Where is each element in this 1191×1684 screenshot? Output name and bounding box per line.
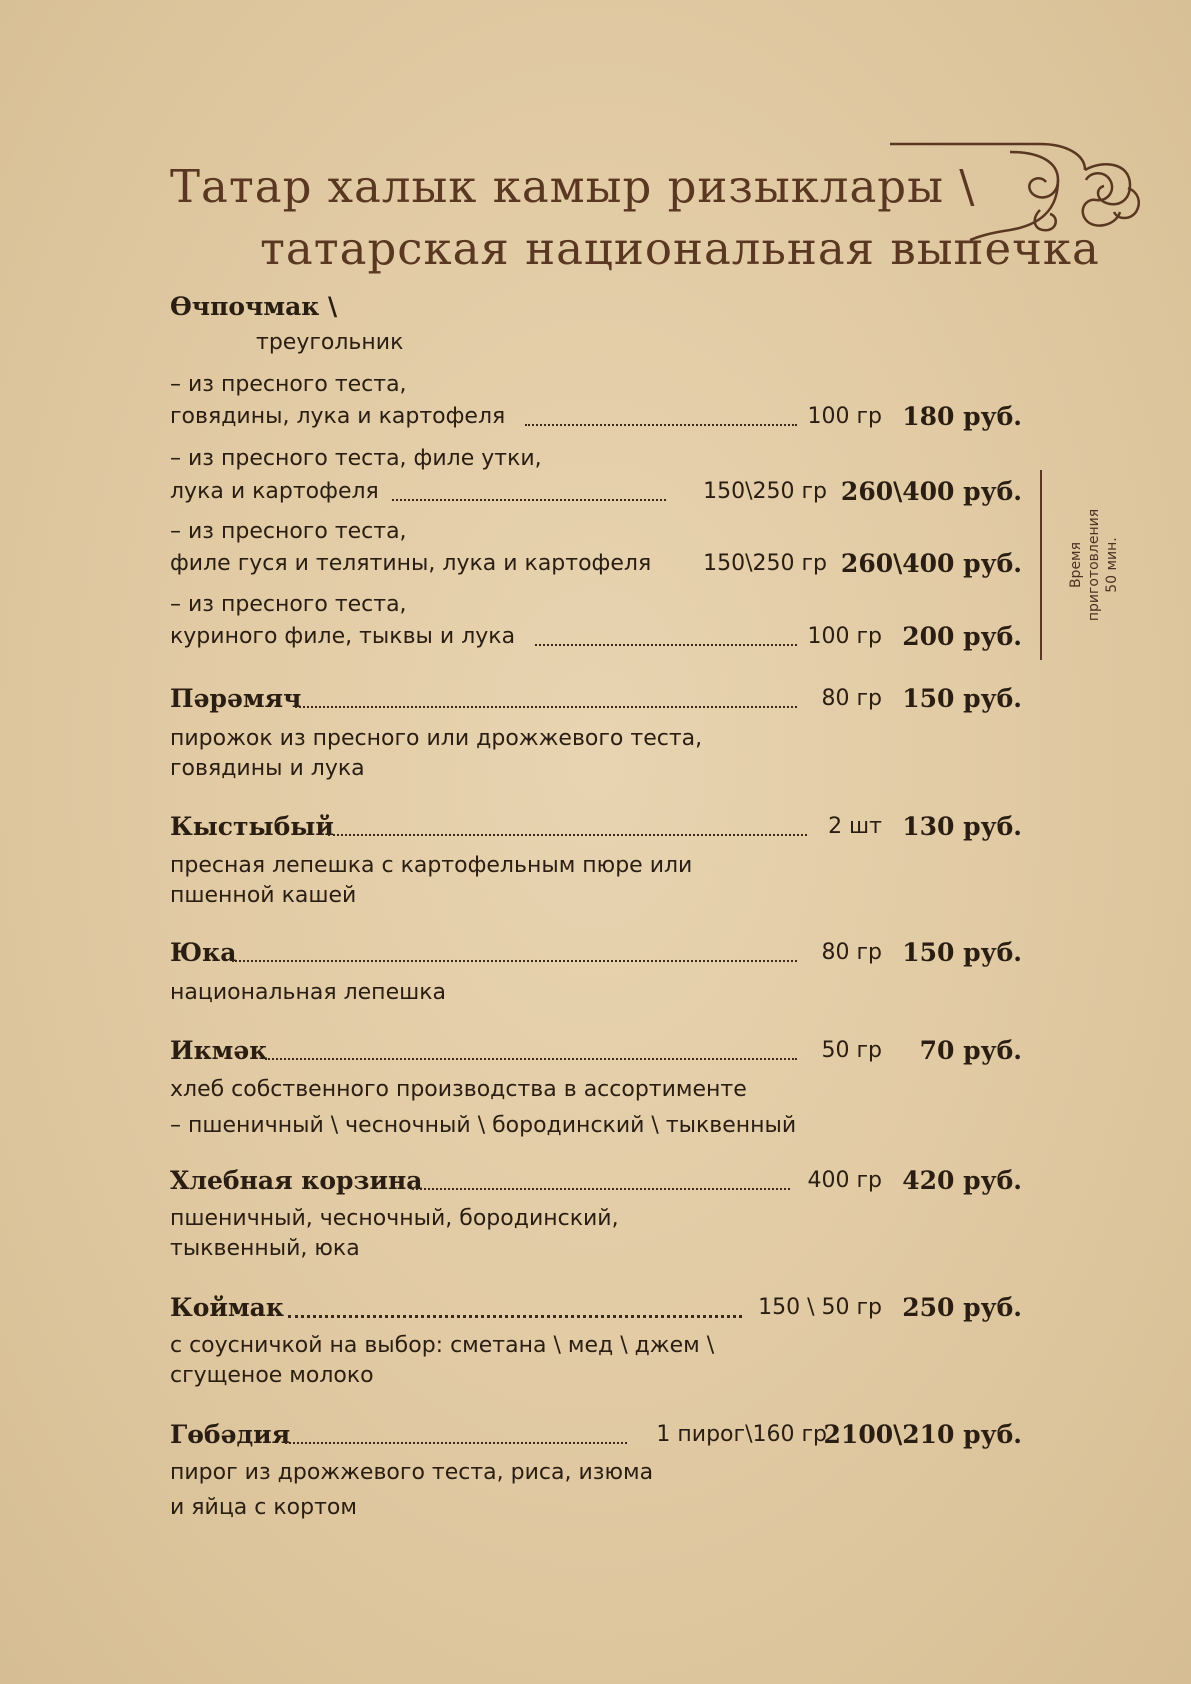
item-description: с соусничкой на выбор: сметана \ мед \ джем \: [170, 1333, 715, 1358]
item-description: и яйца с кортом: [170, 1495, 357, 1520]
price-line: [170, 1420, 1022, 1454]
item-description: сгущеное молоко: [170, 1363, 374, 1388]
variant-desc: филе гуся и телятины, лука и картофеля: [170, 551, 652, 576]
item-name: Өчпочмак \: [170, 292, 338, 321]
price-line: [170, 812, 1022, 846]
item-description: национальная лепешка: [170, 980, 446, 1005]
item-weight: 150\250 гр: [703, 551, 827, 576]
item-description: пирожок из пресного или дрожжевого теста,: [170, 726, 703, 751]
variant-desc: лука и картофеля: [170, 479, 379, 504]
item-description: хлеб собственного производства в ассортименте: [170, 1077, 747, 1102]
page-title-russian: татарская национальная выпечка: [260, 222, 1100, 275]
item-weight: 80 гр: [821, 686, 882, 711]
variant-desc-line: – из пресного теста, филе утки,: [170, 446, 542, 471]
item-weight: 2 шт: [828, 814, 882, 839]
item-price: 250 руб.: [902, 1293, 1022, 1322]
item-subtitle: треугольник: [256, 330, 404, 355]
item-description: пшеничный, чесночный, бородинский,: [170, 1206, 619, 1231]
dot-leader: [285, 1442, 627, 1444]
page-title-tatar: Татар халык камыр ризыклары \: [170, 160, 976, 213]
price-line: [170, 1293, 1022, 1327]
dot-leader: [265, 1058, 797, 1060]
item-weight: 100 гр: [807, 624, 882, 649]
dot-leader: [232, 960, 797, 962]
dot-leader: [328, 834, 807, 836]
price-line: [170, 1166, 1022, 1200]
variant-desc: говядины, лука и картофеля: [170, 404, 506, 429]
item-name: Пәрәмяч: [170, 684, 302, 713]
dot-leader: [295, 706, 797, 708]
item-price: 2100\210 руб.: [823, 1420, 1022, 1449]
item-description: – пшеничный \ чесночный \ бородинский \ тыквенный: [170, 1113, 797, 1138]
cooking-time-note: [1040, 470, 1122, 660]
price-line: [170, 1036, 1022, 1070]
item-price: 150 руб.: [902, 938, 1022, 967]
price-line: [170, 938, 1022, 972]
variant-desc-line: – из пресного теста,: [170, 519, 407, 544]
price-line: [170, 622, 1022, 656]
item-price: 420 руб.: [902, 1166, 1022, 1195]
item-name: Юка: [170, 938, 237, 967]
dot-leader: [525, 424, 797, 426]
item-name: Кыстыбый: [170, 812, 334, 841]
item-description: пшенной кашей: [170, 883, 357, 908]
menu-item-name-line: [170, 292, 1022, 326]
item-weight: 80 гр: [821, 940, 882, 965]
dot-leader: [412, 1188, 790, 1190]
price-line: [170, 549, 1022, 583]
item-weight: 150\250 гр: [703, 479, 827, 504]
item-price: 180 руб.: [902, 402, 1022, 431]
item-description: пирог из дрожжевого теста, риса, изюма: [170, 1460, 654, 1485]
item-name: Хлебная корзина: [170, 1166, 423, 1195]
item-price: 150 руб.: [902, 684, 1022, 713]
dot-leader: [392, 499, 666, 501]
price-line: [170, 477, 1022, 511]
item-price: 70 руб.: [919, 1036, 1022, 1065]
variant-desc: куриного филе, тыквы и лука: [170, 624, 516, 649]
item-weight: 50 гр: [821, 1038, 882, 1063]
item-name: Коймак: [170, 1293, 284, 1322]
item-price: 260\400 руб.: [840, 477, 1022, 506]
price-line: [170, 684, 1022, 718]
item-description: говядины и лука: [170, 756, 365, 781]
item-name: Икмәк: [170, 1036, 268, 1065]
item-description: тыквенный, юка: [170, 1236, 360, 1261]
price-line: [170, 402, 1022, 436]
item-price: 200 руб.: [902, 622, 1022, 651]
variant-desc-line: – из пресного теста,: [170, 592, 407, 617]
item-weight: 1 пирог\160 гр: [656, 1422, 827, 1447]
item-weight: 400 гр: [807, 1168, 882, 1193]
cooking-time-text: Время приготовления 50 мин.: [1068, 508, 1120, 622]
item-name: Гөбәдия: [170, 1420, 291, 1449]
dot-leader: [535, 644, 797, 646]
item-weight: 100 гр: [807, 404, 882, 429]
item-weight: 150 \ 50 гр: [758, 1295, 882, 1320]
item-price: 130 руб.: [902, 812, 1022, 841]
item-description: пресная лепешка с картофельным пюре или: [170, 853, 693, 878]
variant-desc-line: – из пресного теста,: [170, 372, 407, 397]
dot-leader: [288, 1315, 742, 1318]
item-price: 260\400 руб.: [840, 549, 1022, 578]
